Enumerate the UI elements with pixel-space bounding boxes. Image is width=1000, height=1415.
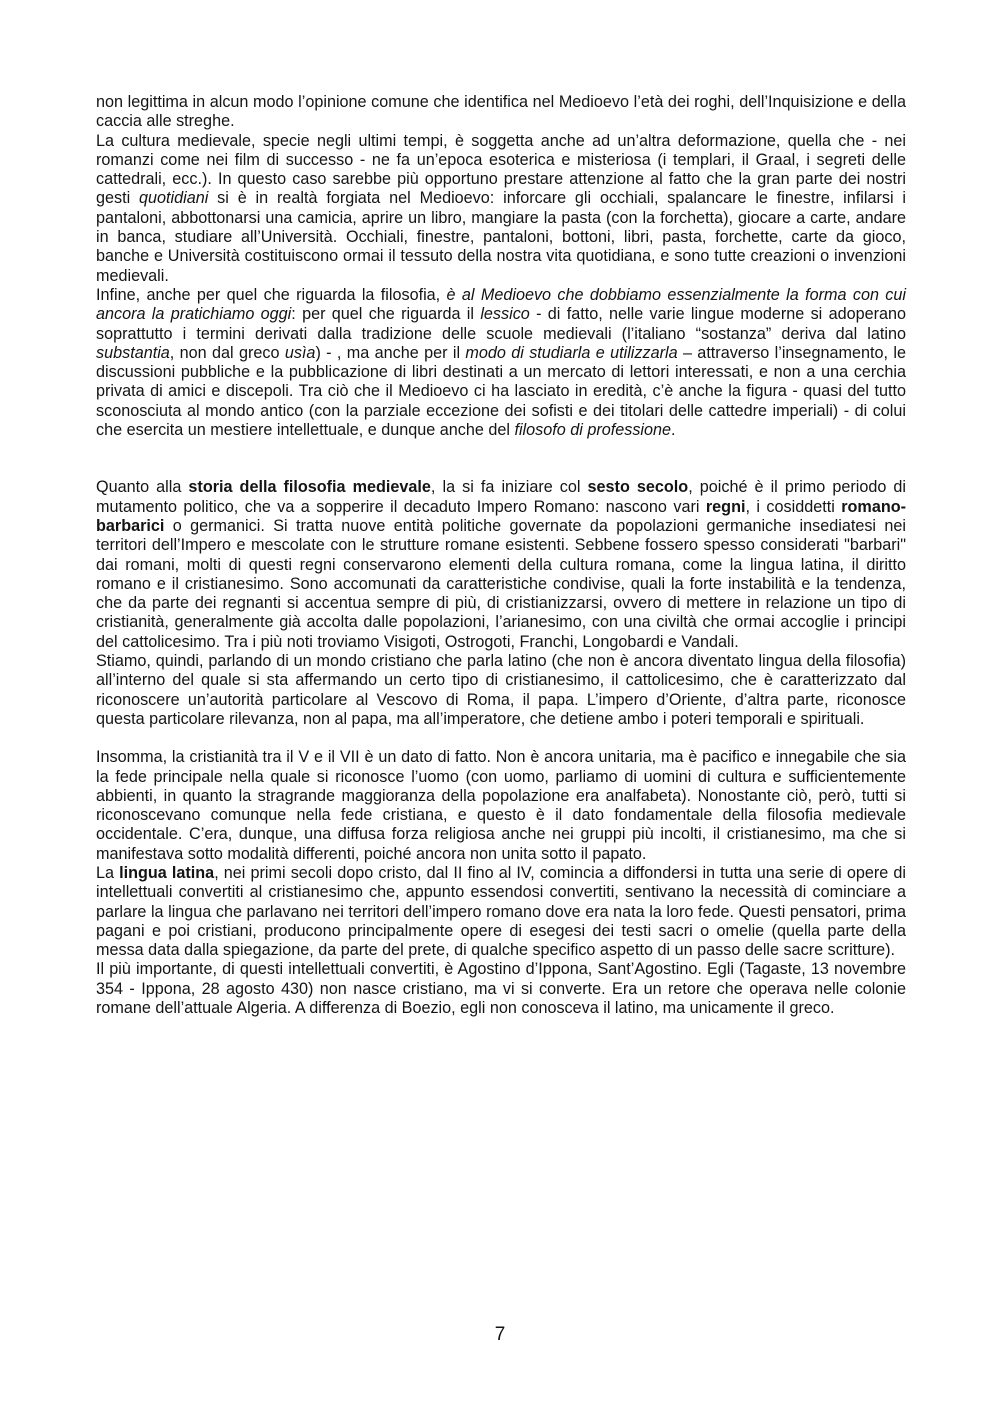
bold-text: sesto secolo [587,478,689,497]
text-run: , poiché è il primo periodo di mutamento politico, che va a sopperire il decaduto Impero Romano: nascono vari [96,478,907,516]
page-number: 7 [494,1324,506,1345]
paragraph-4 [96,478,906,652]
text-run: - di fatto, nelle varie lingue moderne si adoperano soprattutto i termini derivati dalla tradizione delle scuole medievali (l’italiano “sostanza” deriva dal latino [96,305,906,343]
text-run: : per quel che riguarda il [291,305,481,324]
paragraph-3 [96,286,906,440]
paragraph-2 [96,132,906,286]
text-run: . [671,421,676,440]
text-run: Stiamo, quindi, parlando di un mondo cristiano che parla latino (che non è ancora diventato lingua della filosofia) all’interno del quale si sta affermando un certo tipo di cristianesimo, il cattolicesimo, che è caratterizzato dal riconoscere un’autorità particolare al Vescovo di Roma, il papa. L’impero d’Oriente, d’altra parte, riconosce questa particolare rilevanza, non al papa, ma all’imperatore, che detiene ambo i poteri temporali e spirituali. [96,652,906,728]
text-run: si è in realtà forgiata nel Medioevo: inforcare gli occhiali, spalancare le finestre, infilarsi i pantaloni, abbottonarsi una camicia, aprire un libro, mangiare la pasta (con la forchetta), giocare a carte, andare in banca, studiare all’Università. Occhiali, finestre, pantaloni, bottoni, libri, pasta, forchette, carte da gioco, banche e Università costituiscono ormai il tessuto della nostra vita quotidiana, e sono tutte creazioni o invenzioni medievali. [96,189,906,285]
text-run: , la si fa iniziare col [430,478,588,497]
paragraph-8 [96,960,906,1018]
text-run: , non dal greco [169,343,285,362]
italic-text: modo di studiarla e utilizzarla [465,343,678,362]
text-run: Il più importante, di questi intellettuali convertiti, è Agostino d’Ippona, Sant’Agostino. Egli (Tagaste, 13 novembre 354 - Ippona, 28 agosto 430) non nasce cristiano, ma vi si converte. Era un retore che operava nelle colonie romane dell’attuale Algeria. A differenza di Boezio, egli non conosceva il latino, ma unicamente il greco. [96,960,906,1018]
italic-text: quotidiani [139,189,209,208]
bold-text: lingua latina [119,863,215,882]
bold-text: storia della filosofia medievale [188,478,431,497]
italic-text: è al Medioevo che dobbiamo essenzialmente la forma con cui ancora la pratichiamo oggi [96,285,906,324]
text-run: Quanto alla [96,478,189,497]
paragraph-1 [96,93,906,132]
text-run: Insomma, la cristianità tra il V e il VII è un dato di fatto. Non è ancora unitaria, ma è pacifico e innegabile che sia la fede principale nella quale si riconosce l’uomo (con uomo, parliamo di uomini di cultura e sufficientemente abbienti, in quanto la stragrande maggioranza della popolazione era analfabeta). Nonostante ciò, però, tutti si riconoscevano comunque nella fede cristiana, e questo è il dato fondamentale della filosofia medievale occidentale. C’era, dunque, una diffusa forza religiosa anche nei gruppi più incolti, il cristianesimo, ma che si manifestava sotto modalità differenti, poiché ancora non unita sotto il papato. [96,748,906,863]
text-run: ) - , ma anche per il [315,343,466,362]
text-run: o germanici. Si tratta nuove entità politiche governate da popolazioni germaniche insediatesi nei territori dell’Impero e mescolate con le strutture romane esistenti. Sebbene fossero spesso considerati "barbari" dai romani, molti di questi regni conservarono elementi della cultura romana, come la lingua latina, il diritto romano e il cristianesimo. Sono accomunati da caratteristiche condivise, quali la forte instabilità e la tendenza, che da parte dei regnanti si accentua sempre di più, di cristianizzarsi, ovvero di mettere in relazione un tipo di cristianità, generalmente già accolta dalle popolazioni, l’arianesimo, con una civiltà che ormai accoglie i principi del cattolicesimo. Tra i più noti troviamo Visigoti, Ostrogoti, Franchi, Longobardi e Vandali. [96,516,906,651]
paragraph-spacer [96,440,906,459]
paragraph-7 [96,864,906,960]
text-run: , i cosiddetti [745,497,842,516]
italic-text: usìa [284,343,316,362]
text-run: non legittima in alcun modo l’opinione comune che identifica nel Medioevo l’età dei roghi, dell’Inquisizione e della caccia alle streghe. [96,93,906,131]
document-body [96,93,906,1018]
text-run: – attraverso l’insegnamento, le discussioni pubbliche e la pubblicazione di libri destinati a un mercato di lettori interessati, e non a una cerchia privata di amici e discepoli. Tra ciò che il Medioevo ci ha lasciato in eredità, c’è anche la figura - quasi del tutto sconosciuta al mondo antico (con la parziale eccezione dei sofisti e dei titolari delle cattedre imperiali) - di colui che esercita un mestiere intellettuale, e dunque anche del [96,343,906,440]
paragraph-spacer [96,459,906,478]
text-run: La cultura medievale, specie negli ultimi tempi, è soggetta anche ad un’altra deformazione, quella che - nei romanzi come nei film di successo - ne fa un’epoca esoterica e misteriosa (i templari, il Graal, i segreti delle cattedrali, ecc.). In questo caso sarebbe più opportuno prestare attenzione al fatto che la gran parte dei nostri gesti [96,131,906,208]
text-run: La [96,863,120,882]
text-run: , nei primi secoli dopo cristo, dal II fino al IV, comincia a diffondersi in tutta una serie di opere di intellettuali convertiti al cristianesimo che, appunto essendosi convertiti, sentivano la necessità di cominciare a parlare la lingua che parlavano nei territori dell’impero romano dove era nata la loro fede. Questi pensatori, prima pagani e poi cristiani, producono principalmente opere di esegesi dei testi sacri o omelie (quella parte della messa data dalla spiegazione, da parte del prete, di qualche specifico aspetto di un passo delle sacre scritture). [96,863,906,960]
italic-text: lessico [480,305,530,324]
italic-text: substantia [96,343,170,362]
text-run: Infine, anche per quel che riguarda la filosofia, [96,285,447,304]
bold-text: romano-barbarici [96,497,906,535]
bold-text: regni [705,497,746,516]
paragraph-spacer [96,729,906,748]
paragraph-6 [96,748,906,864]
italic-text: filosofo di professione [514,421,672,440]
paragraph-5 [96,652,906,729]
